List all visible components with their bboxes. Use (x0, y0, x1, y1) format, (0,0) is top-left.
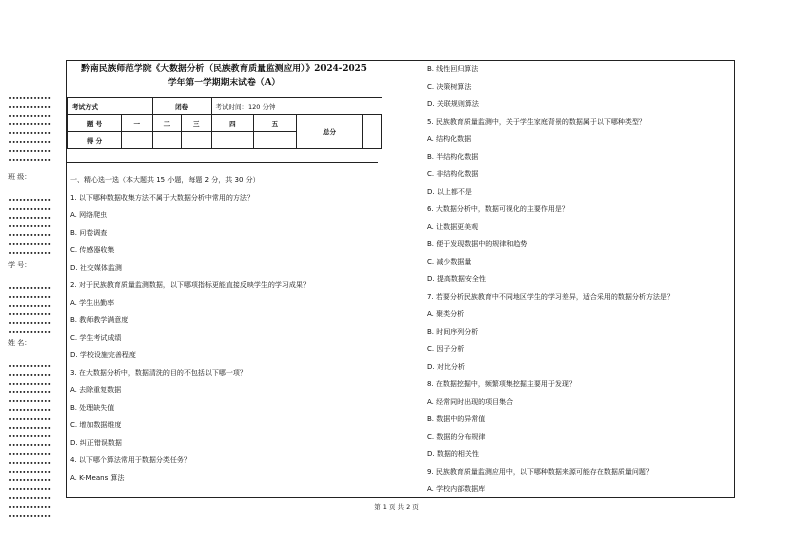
answer-option: D. 提高数据安全性 (427, 275, 486, 283)
answer-option: C. 非结构化数据 (427, 170, 479, 178)
question-no-label: 题 号 (68, 115, 122, 132)
answer-option: A. 聚类分析 (427, 310, 465, 318)
question-text: 一、精心选一选（本大题共 15 小题，每题 2 分，共 30 分） (70, 176, 260, 184)
title-line-2: 学年第一学期期末试卷（A） (167, 78, 281, 88)
answer-option: C. 减少数据量 (427, 257, 472, 266)
total-score-cell[interactable] (363, 115, 382, 149)
section-header: 五 (254, 115, 297, 132)
answer-option: C. 数据的分布规律 (427, 432, 486, 441)
answer-option: A. 结构化数据 (427, 135, 472, 143)
answer-option: A. 网络爬虫 (70, 211, 108, 219)
left-column (70, 172, 375, 487)
score-cell[interactable] (211, 132, 254, 149)
answer-option: C. 增加数据维度 (70, 421, 122, 429)
answer-option: B. 半结构化数据 (427, 152, 479, 161)
answer-option: A. K-Means 算法 (70, 473, 125, 482)
answer-option: D. 学校设施完善程度 (70, 351, 136, 359)
answer-option: D. 以上都不是 (427, 187, 472, 196)
answer-option: B. 教师教学满意度 (70, 316, 129, 324)
score-label: 得 分 (68, 132, 122, 149)
question-text: 5. 民族教育质量监测中，关于学生家庭背景的数据属于以下哪种类型？ (427, 117, 646, 126)
score-cell[interactable] (121, 132, 152, 149)
section-divider (66, 162, 378, 163)
answer-option: A. 让数据更美观 (427, 222, 479, 231)
section-header: 一 (121, 115, 152, 132)
answer-option: D. 社交媒体监测 (70, 263, 122, 272)
question-text: 3. 在大数据分析中，数据清洗的目的不包括以下哪一项？ (70, 368, 247, 377)
answer-option: A. 学校内部数据库 (427, 485, 486, 493)
exam-type-label: 考试方式 (68, 98, 153, 115)
answer-option: B. 问卷调查 (70, 228, 108, 237)
binding-dots: ∙∙∙∙∙∙∙∙∙∙∙∙ ∙∙∙∙∙∙∙∙∙∙∙∙ ∙∙∙∙∙∙∙∙∙∙∙∙ ∙∙∙∙∙∙∙∙∙∙∙∙ ∙∙∙∙∙∙∙∙∙∙∙∙ ∙∙∙∙∙∙∙∙∙∙∙∙ (8, 284, 51, 336)
answer-option: C. 传感器收集 (70, 246, 115, 254)
binding-dots: ∙∙∙∙∙∙∙∙∙∙∙∙ ∙∙∙∙∙∙∙∙∙∙∙∙ ∙∙∙∙∙∙∙∙∙∙∙∙ ∙∙∙∙∙∙∙∙∙∙∙∙ ∙∙∙∙∙∙∙∙∙∙∙∙ ∙∙∙∙∙∙∙∙∙∙∙∙ ∙∙∙∙∙∙∙∙∙∙∙∙ ∙∙∙∙∙∙∙∙∙∙∙∙ (8, 94, 51, 164)
section-header: 四 (211, 115, 254, 132)
exam-type-value: 闭卷 (152, 98, 211, 115)
answer-option: C. 学生考试成绩 (70, 333, 122, 342)
student-id-label: 学 号： (8, 261, 32, 269)
question-text: 2. 对于民族教育质量监测数据，以下哪项指标更能直接反映学生的学习成果？ (70, 281, 310, 289)
class-label: 班 级： (8, 173, 32, 181)
score-table (67, 97, 382, 149)
exam-title (66, 62, 382, 90)
binding-dots: ∙∙∙∙∙∙∙∙∙∙∙∙ ∙∙∙∙∙∙∙∙∙∙∙∙ ∙∙∙∙∙∙∙∙∙∙∙∙ ∙∙∙∙∙∙∙∙∙∙∙∙ ∙∙∙∙∙∙∙∙∙∙∙∙ ∙∙∙∙∙∙∙∙∙∙∙∙ ∙∙∙∙∙∙∙∙∙∙∙∙ ∙∙∙∙∙∙∙∙∙∙∙∙ ∙∙∙∙∙∙∙∙∙∙∙∙ ∙∙∙∙∙∙∙∙∙∙∙∙ ∙∙∙∙∙∙∙∙∙∙∙∙ ∙∙∙∙∙∙∙∙∙∙∙∙ ∙∙∙∙∙∙∙∙∙∙∙∙ ∙∙∙∙∙∙∙∙∙∙∙∙ ∙∙∙∙∙∙∙∙∙∙∙∙ ∙∙∙∙∙∙∙∙∙∙∙∙ ∙∙∙∙∙∙∙∙∙∙∙∙ ∙∙∙∙∙∙∙∙∙∙∙∙ (8, 362, 51, 520)
question-text: 6. 大数据分析中，数据可视化的主要作用是？ (427, 205, 569, 213)
page-number: 第 1 页 共 2 页 (374, 503, 419, 511)
total-label: 总分 (296, 115, 363, 149)
answer-option: A. 经常同时出现的项目集合 (427, 397, 514, 406)
section-header: 二 (152, 115, 181, 132)
answer-option: B. 处理缺失值 (70, 403, 115, 412)
section-header: 三 (182, 115, 211, 132)
binding-margin (8, 94, 63, 524)
answer-option: D. 数据的相关性 (427, 450, 479, 458)
title-line-1: 黔南民族师范学院《大数据分析（民族教育质量监测应用）》2024-2025 (81, 64, 367, 74)
answer-option: B. 便于发现数据中的规律和趋势 (427, 240, 528, 248)
score-cell[interactable] (152, 132, 181, 149)
answer-option: A. 去除重复数据 (70, 386, 122, 394)
binding-dots: ∙∙∙∙∙∙∙∙∙∙∙∙ ∙∙∙∙∙∙∙∙∙∙∙∙ ∙∙∙∙∙∙∙∙∙∙∙∙ ∙∙∙∙∙∙∙∙∙∙∙∙ ∙∙∙∙∙∙∙∙∙∙∙∙ ∙∙∙∙∙∙∙∙∙∙∙∙ ∙∙∙∙∙∙∙∙∙∙∙∙ (8, 196, 51, 257)
question-text: 8. 在数据挖掘中，频繁项集挖掘主要用于发现？ (427, 380, 576, 388)
answer-option: B. 数据中的异常值 (427, 415, 486, 423)
question-text: 4. 以下哪个算法常用于数据分类任务？ (70, 456, 191, 464)
answer-option: D. 纠正错误数据 (70, 438, 122, 447)
answer-option: A. 学生出勤率 (70, 298, 115, 307)
score-cell[interactable] (254, 132, 297, 149)
name-label: 姓 名： (8, 339, 32, 347)
answer-option: B. 线性回归算法 (427, 65, 479, 73)
answer-option: D. 关联规则算法 (427, 100, 479, 108)
question-text: 9. 民族教育质量监测应用中，以下哪种数据来源可能存在数据质量问题？ (427, 467, 653, 476)
question-text: 1. 以下哪种数据收集方法不属于大数据分析中常用的方法？ (70, 193, 254, 202)
answer-option: B. 时间序列分析 (427, 327, 479, 336)
answer-option: C. 决策树算法 (427, 82, 472, 91)
answer-option: C. 因子分析 (427, 345, 465, 353)
exam-time: 考试时间：120 分钟 (211, 98, 381, 115)
question-text: 7. 若要分析民族教育中不同地区学生的学习差异，适合采用的数据分析方法是？ (427, 292, 674, 301)
right-column (427, 61, 732, 499)
answer-option: D. 对比分析 (427, 362, 465, 371)
score-cell[interactable] (182, 132, 211, 149)
